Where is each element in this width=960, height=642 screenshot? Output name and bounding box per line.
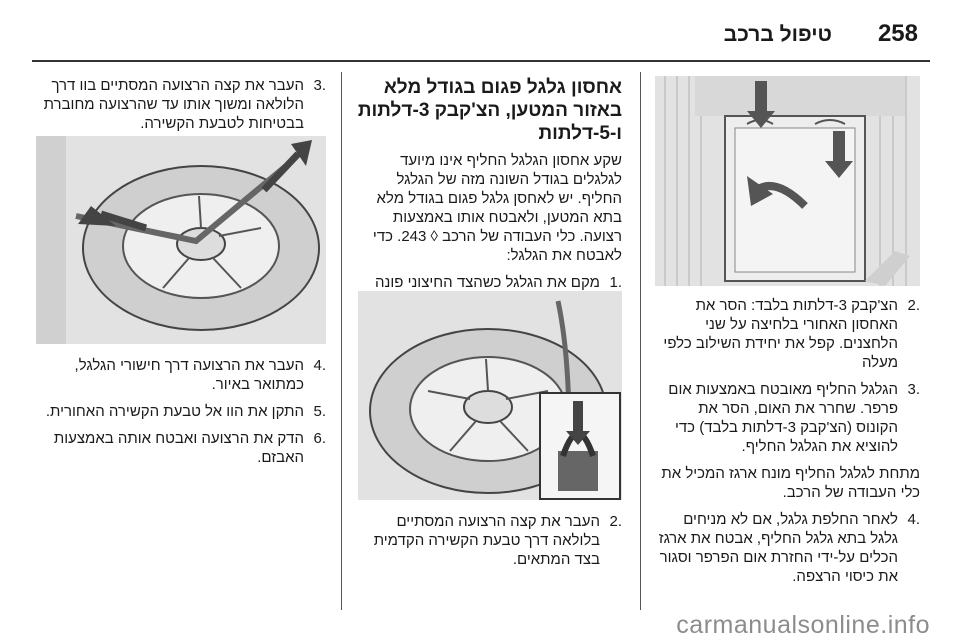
watermark: carmanualsonline.info bbox=[676, 611, 930, 639]
list-item bbox=[655, 296, 920, 372]
item-text: הצ'קבק 3-דלתות בלבד: הסר את האחסון האחורי בלחיצה על שני הלחצנים. קפל את יחידת השילוב כלפי מעלה bbox=[663, 297, 898, 371]
list-item bbox=[36, 429, 326, 467]
list-item bbox=[36, 356, 326, 394]
list-item bbox=[655, 510, 920, 586]
figure-trunk-floor-panel bbox=[655, 76, 920, 286]
column-divider-right bbox=[640, 72, 641, 610]
header-rule bbox=[32, 60, 930, 62]
item-number: .6 bbox=[313, 430, 326, 447]
item-text: העבר את קצה הרצועה המסתיים בוו דרך הלולאה ומשוך אותו עד שהרצועה מחוברת בבטיחות לטבעת הקשירה. bbox=[43, 77, 304, 132]
left-column-text bbox=[36, 76, 326, 141]
item-number: .1 bbox=[609, 274, 622, 291]
item-number: .5 bbox=[313, 403, 326, 420]
list-item bbox=[36, 402, 326, 421]
left-column-text-lower bbox=[36, 356, 326, 475]
figure-wheel-strap-secured bbox=[36, 136, 326, 344]
item-number: .3 bbox=[907, 381, 920, 398]
item-text: העבר את קצה הרצועה המסתיים בלולאה דרך טבעת הקשירה הקדמית בצד המתאים. bbox=[373, 513, 600, 568]
item-number: .4 bbox=[907, 511, 920, 528]
right-column-text bbox=[655, 296, 920, 594]
list-item bbox=[356, 512, 622, 569]
item-text: לאחר החלפת גלגל, אם לא מניחים גלגל בתא גלגל החליף, אבטח את ארגז הכלים על-ידי החזרת אום הפרפר וסגור את כיסוי הרצפה. bbox=[658, 511, 898, 585]
list-item bbox=[655, 380, 920, 456]
paragraph: מתחת לגלגל החליף מונח ארגז המכיל את כלי העבודה של הרכב. bbox=[661, 465, 920, 501]
page-number: 258 bbox=[877, 20, 918, 47]
middle-column-text-lower bbox=[356, 512, 622, 577]
section-title: טיפול ברכב bbox=[723, 23, 832, 46]
item-number: .2 bbox=[609, 513, 622, 530]
section-heading: אחסון גלגל פגום בגודל מלא באזור המטען, הצ'קבק 3-דלתות ו-5-דלתות bbox=[357, 77, 622, 144]
item-text: התקן את הוו אל טבעת הקשירה האחורית. bbox=[45, 403, 304, 420]
paragraph: שקע אחסון הגלגל החליף אינו מיועד לגלגלים בגודל השונה מזה של הגלגל החליף. יש לאחסן גלגל פגום בגודל מלא בתא המטען, ולאבטח אותו באמצעות רצועה. כלי העבודה של הרכב ◊ 243. כדי לאבטח את הגלגל: bbox=[372, 152, 622, 264]
item-text: העבר את הרצועה דרך חישורי הגלגל, כמתואר באיור. bbox=[74, 357, 304, 393]
item-number: .3 bbox=[313, 77, 326, 94]
column-divider-left bbox=[341, 72, 342, 610]
item-text: הדק את הרצועה ואבטח אותה באמצעות האבזם. bbox=[53, 430, 304, 466]
page-header bbox=[0, 0, 960, 60]
item-text: מקם את הגלגל כשהצד החיצוני פונה bbox=[375, 274, 600, 291]
item-number: .4 bbox=[313, 357, 326, 374]
item-number: .2 bbox=[907, 297, 920, 314]
item-text: הגלגל החליף מאובטח באמצעות אום פרפר. שחרר את האום, הסר את הקונוס (הצ'קבק 3-דלתות בלבד) כדי להוציא את הגלגל החליף. bbox=[668, 381, 898, 455]
list-item bbox=[36, 76, 326, 133]
figure-wheel-strap-loop bbox=[358, 291, 622, 500]
